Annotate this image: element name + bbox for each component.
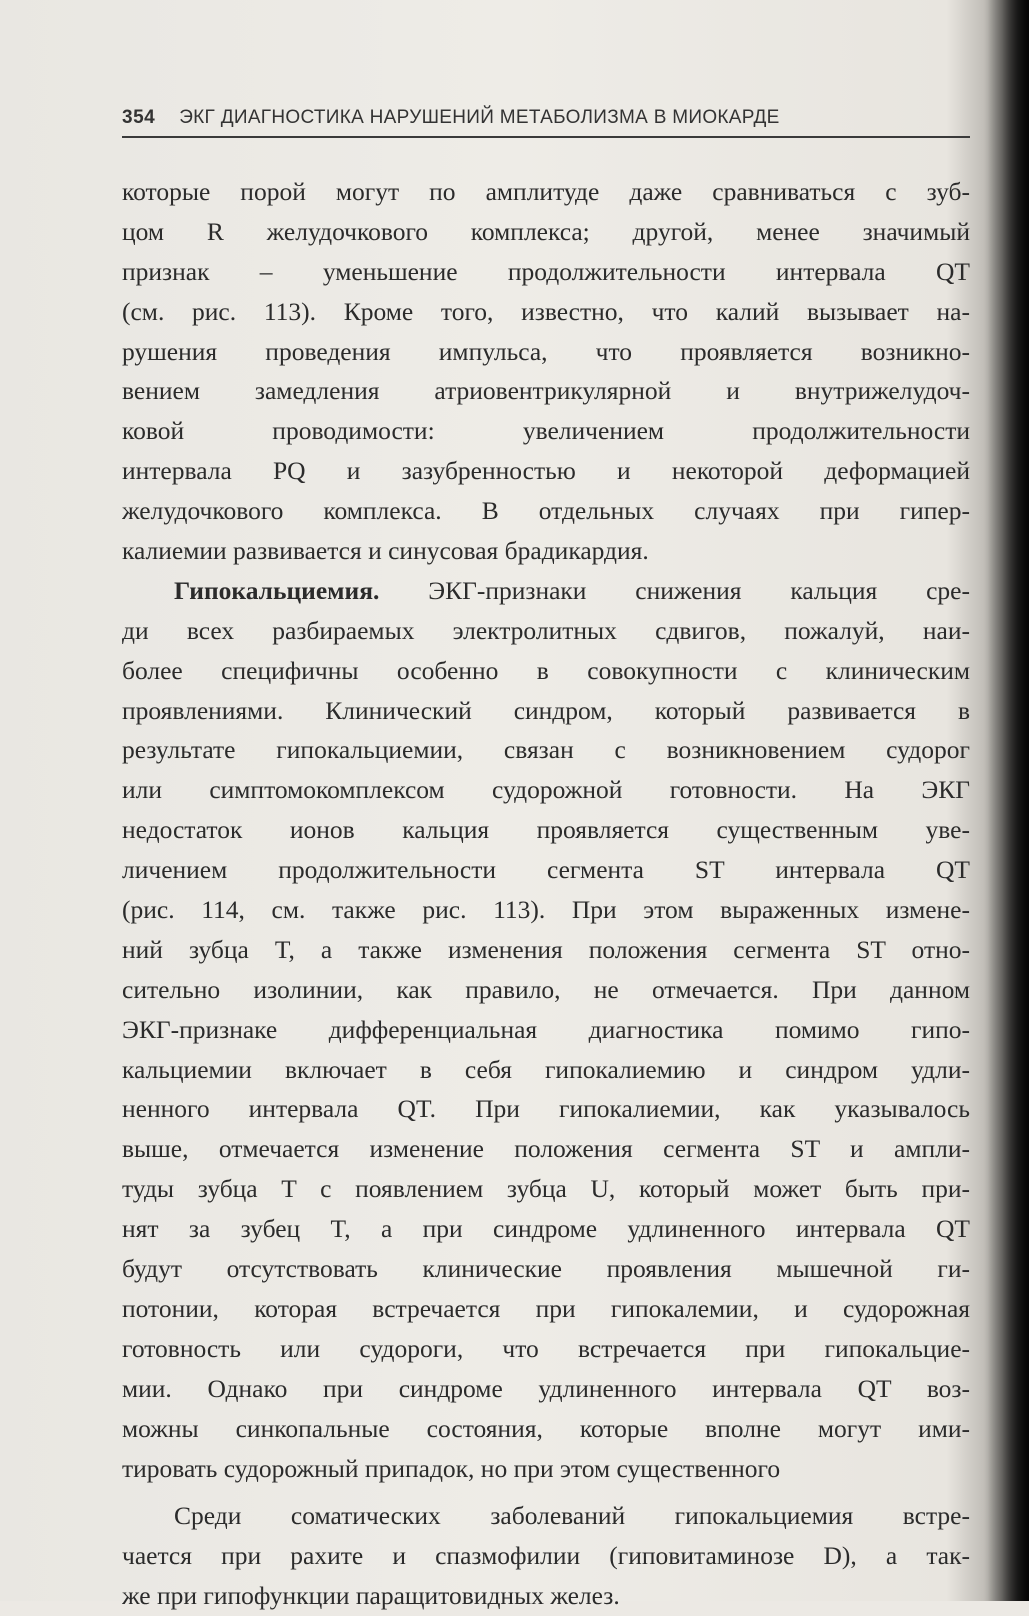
text-line: признак – уменьшение продолжительности интервала QT bbox=[122, 256, 970, 286]
text-line: ковой проводимости: увеличением продолжительности bbox=[122, 416, 970, 446]
heading-line-rest: ЭКГ-признаки снижения кальция сре- bbox=[379, 575, 970, 605]
paragraph-1 bbox=[122, 172, 970, 571]
text-line: сительно изолинии, как правило, не отмечается. При данном bbox=[122, 974, 970, 1004]
text-line: ди всех разбираемых электролитных сдвигов, пожалуй, наи- bbox=[122, 615, 970, 645]
text-line: которые порой могут по амплитуде даже сравниваться с зуб- bbox=[122, 177, 970, 206]
text-line: рушения проведения импульса, что проявляется возникно- bbox=[122, 336, 970, 366]
paragraph-hypocalcemia bbox=[122, 571, 970, 1488]
paragraph-3 bbox=[122, 1496, 970, 1616]
text-line: мии. Однако при синдроме удлиненного интервала QT воз- bbox=[122, 1373, 970, 1403]
text-line: более специфичны особенно в совокупности с клиническим bbox=[122, 655, 970, 685]
text-line: ЭКГ-признаке дифференциальная диагностика помимо гипо- bbox=[122, 1014, 970, 1044]
text-line: будут отсутствовать клинические проявления мышечной ги- bbox=[122, 1254, 970, 1284]
text-line: проявлениями. Клинический синдром, который развивается в bbox=[122, 695, 970, 725]
text-line: цом R желудочкового комплекса; другой, менее значимый bbox=[122, 216, 970, 246]
text-line: недостаток ионов кальция проявляется существенным уве- bbox=[122, 815, 970, 845]
page-header bbox=[122, 100, 970, 138]
running-head: ЭКГ ДИАГНОСТИКА НАРУШЕНИЙ МЕТАБОЛИЗМА В МИОКАРДЕ bbox=[179, 107, 780, 128]
text-line: результате гипокальциемии, связан с возникновением судорог bbox=[122, 735, 970, 765]
section-heading: Гипокальциемия. bbox=[174, 575, 380, 605]
text-line-with-heading bbox=[122, 571, 970, 611]
text-line: потонии, которая встречается при гипокалемии, и судорожная bbox=[122, 1293, 970, 1323]
text-line: калиемии развивается и синусовая брадикардия. bbox=[122, 536, 649, 566]
text-line: выше, отмечается изменение положения сегмента ST и ампли- bbox=[122, 1134, 970, 1164]
text-line: же при гипофункции паращитовидных желез. bbox=[122, 1581, 620, 1611]
text-line: (см. рис. 113). Кроме того, известно, что калий вызывает на- bbox=[122, 296, 970, 326]
book-spine-shadow bbox=[984, 0, 1029, 1601]
text-line: ненного интервала QT. При гипокалиемии, как указывалось bbox=[122, 1094, 970, 1124]
text-line: нят за зубец T, а при синдроме удлиненного интервала QT bbox=[122, 1214, 970, 1244]
text-line: желудочкового комплекса. В отдельных случаях при гипер- bbox=[122, 496, 970, 526]
text-line: вением замедления атриовентрикулярной и внутрижелудоч- bbox=[122, 376, 970, 406]
page-number: 354 bbox=[122, 107, 156, 128]
body-text bbox=[122, 172, 970, 1616]
text-line: ний зубца T, а также изменения положения сегмента ST отно- bbox=[122, 934, 970, 964]
text-line: кальциемии включает в себя гипокалиемию и синдром удли- bbox=[122, 1054, 970, 1084]
text-line: готовность или судороги, что встречается при гипокальцие- bbox=[122, 1333, 970, 1363]
text-line: интервала PQ и зазубренностью и некоторой деформацией bbox=[122, 456, 970, 486]
text-line: (рис. 114, см. также рис. 113). При этом выраженных измене- bbox=[122, 895, 970, 925]
text-line: можны синкопальные состояния, которые вполне могут ими- bbox=[122, 1413, 970, 1443]
text-line: тировать судорожный припадок, но при этом существенного bbox=[122, 1453, 781, 1483]
text-line: личением продолжительности сегмента ST интервала QT bbox=[122, 855, 970, 885]
text-line: туды зубца T с появлением зубца U, который может быть при- bbox=[122, 1174, 970, 1204]
text-line: Среди соматических заболеваний гипокальциемия встре- bbox=[174, 1501, 970, 1531]
text-line: чается при рахите и спазмофилии (гиповитаминозе D), а так- bbox=[122, 1541, 970, 1571]
text-line: или симптомокомплексом судорожной готовности. На ЭКГ bbox=[122, 775, 970, 805]
